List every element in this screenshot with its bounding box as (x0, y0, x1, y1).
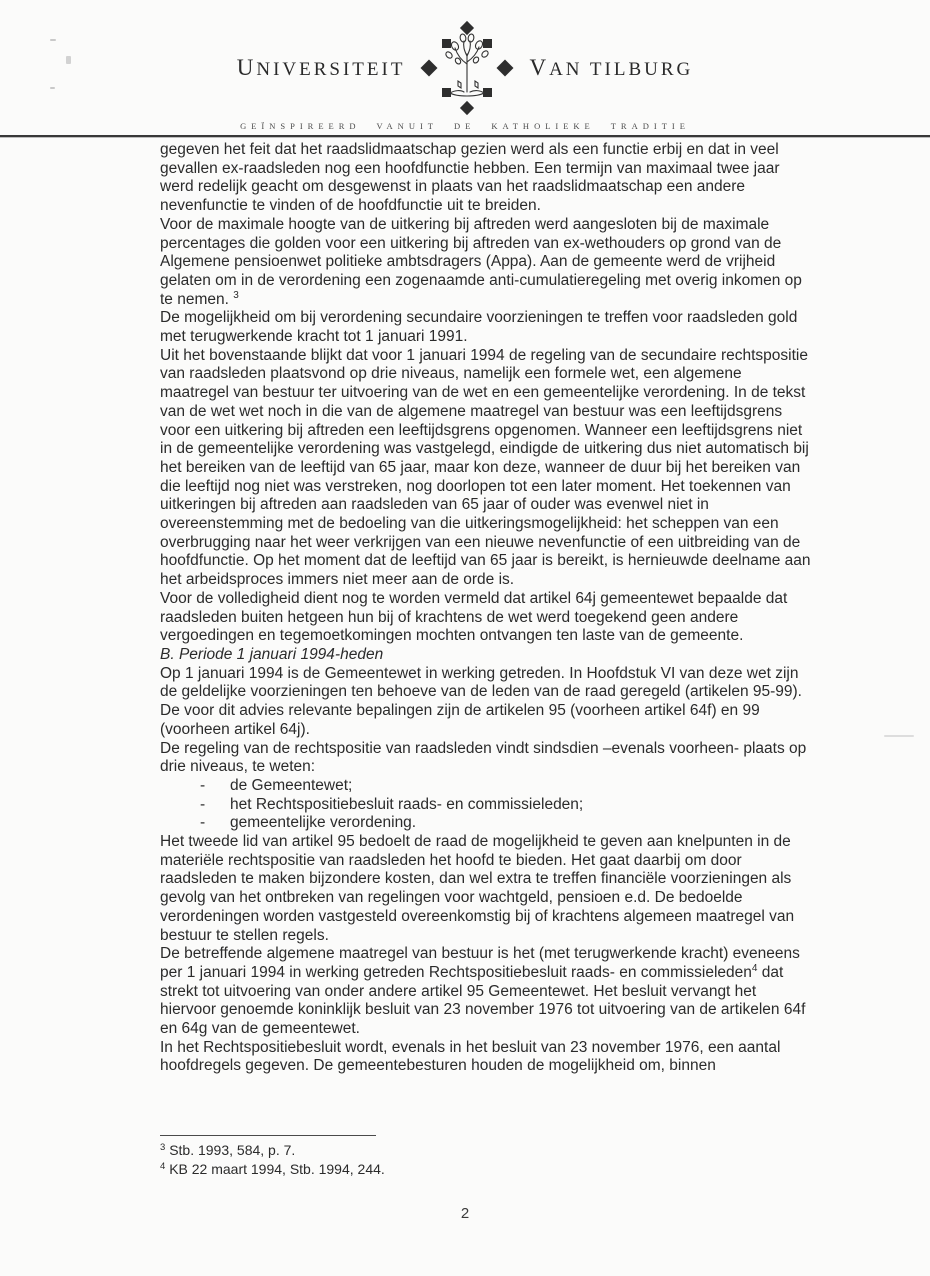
footnote (160, 1160, 812, 1179)
paragraph-text: Voor de maximale hoogte van de uitkering bij aftreden werd aangesloten bij de maximale percentages die golden voor een uitkering bij aftreden van ex-wethouders op grond van de Algemene pensioenwet politieke ambtsdragers (Appa). Aan de gemeente werd de vrijheid gelaten om in de verordening een zogenaamde anti-cumulatieregeling met overig inkomen op te nemen. (160, 215, 802, 308)
paragraph: Op 1 januari 1994 is de Gemeentewet in werking getreden. In Hoofdstuk VI van deze wet zijn de geldelijke voorzieningen ten behoeve van de leden van de raad geregeld (artikelen 95-99). De voor dit advies relevante bepalingen zijn de artikelen 95 (voorheen artikel 64f) en 99 (voorheen artikel 64j). (160, 664, 802, 738)
footnote-reference: 4 (751, 962, 758, 974)
footnote-marker: 4 (160, 1161, 166, 1172)
list-item (160, 814, 812, 833)
footnote-divider (160, 1135, 376, 1136)
paragraph: De regeling van de rechtspositie van raadsleden vindt sindsdien –evenals voorheen- plaats op drie niveaus, te weten: (160, 739, 807, 776)
university-brand-row (0, 18, 930, 118)
list-item-label: de Gemeentewet; (230, 776, 353, 794)
list-item-label: het Rechtspositiebesluit raads- en commissieleden; (230, 795, 584, 813)
university-tagline: GEÏNSPIREERD VANUIT DE KATHOLIEKE TRADITIE (240, 121, 690, 131)
list-item (160, 777, 812, 796)
list-marker: - (200, 776, 206, 794)
paragraph-text: De betreffende algemene maatregel van bestuur is het (met terugwerkende kracht) eveneens per 1 januari 1994 in werking getreden Rechtspositiebesluit raads- en commissieleden (160, 945, 800, 981)
paragraph: Uit het bovenstaande blijkt dat voor 1 januari 1994 de regeling van de secundaire rechtspositie van raadsleden plaatsvond op drie niveaus, namelijk een formele wet, een algemene maatregel van bestuur ter uitvoering van de wet en een gemeentelijke verordening. In de tekst van de wet wet noch in die van de algemene maatregel van bestuur was een leeftijdsgrens voor een uitkering bij aftreden een leeftijdsgrens opgenomen. Wanneer een leeftijdsgrens niet in de gemeentelijke verordening was vastgelegd, eindigde de uitkering dus niet automatisch bij het bereiken van de leeftijd van 65 jaar, maar kon deze, wanneer de duur bij het bereiken van die leeftijd nog niet was verstreken, nog doorlopen tot een later moment. Het toekennen van uitkeringen bij aftreden aan raadsleden van 65 jaar of ouder was evenwel niet in overeenstemming met de bedoeling van die uitkeringsmogelijkheid: het scheppen van een overbrugging naar het weer verkrijgen van een nieuwe nevenfunctie of een uitbreiding van de hoofdfunctie. Op het moment dat de leeftijd van 65 jaar is bereikt, is hernieuwde deelname aan het arbeidsproces immers niet meer aan de orde is. (160, 346, 811, 589)
paragraph: In het Rechtspositiebesluit wordt, evenals in het besluit van 23 november 1976, een aantal hoofdregels gegeven. De gemeentebesturen houden de mogelijkheid om, binnen (160, 1038, 781, 1075)
paragraph (160, 945, 812, 1039)
footnote-marker: 3 (160, 1142, 166, 1153)
paragraph: Voor de volledigheid dient nog te worden vermeld dat artikel 64j gemeentewet bepaalde dat raadsleden buiten hetgeen hun bij of krachtens de wet werd toegekend geen andere vergoedingen en tegemoetkomingen mochten ontvangen ten laste van de gemeente. (160, 589, 788, 645)
paragraph: Het tweede lid van artikel 95 bedoelt de raad de mogelijkheid te geven aan knelpunten in de materiële rechtspositie van raadsleden het hoofd te bieden. Het gaat daarbij om door raadsleden te maken bijzondere kosten, dan wel extra te treffen financiële voorzieningen als gevolg van het ontbreken van regelingen voor wachtgeld, pensioen e.d. De bedoelde verordeningen worden vastgesteld overeenkomstig bij of krachtens algemeen maatregel van bestuur te stellen regels. (160, 833, 795, 944)
scan-artifact (884, 735, 914, 737)
paragraph-text: dat strekt tot uitvoering van onder andere artikel 95 Gemeentewet. Het besluit vervangt het hiervoor genoemde koninklijk besluit van 23 november 1976 tot uitvoering van de artikelen 64f en 64g van de gemeentewet. (160, 963, 806, 1038)
list-marker: - (200, 814, 206, 832)
paragraph (160, 216, 812, 310)
paragraph: De mogelijkheid om bij verordening secundaire voorzieningen te treffen voor raadsleden gold met terugwerkende kracht tot 1 januari 1991. (160, 309, 798, 346)
page-number: 2 (460, 1205, 470, 1222)
footnote-text: Stb. 1993, 584, p. 7. (169, 1142, 296, 1158)
footnote-reference: 3 (233, 289, 239, 301)
document-body (160, 141, 812, 1076)
footnotes (160, 1141, 812, 1179)
header-divider (0, 135, 930, 138)
dash-list (160, 777, 812, 833)
tilburg-university-tree-emblem-icon (419, 20, 515, 116)
section-heading: B. Periode 1 januari 1994-heden (160, 645, 384, 663)
footnote (160, 1141, 812, 1160)
list-item (160, 796, 812, 815)
brand-right-label: VAN TILBURG (529, 55, 694, 80)
list-item-label: gemeentelijke verordening. (230, 814, 417, 832)
paragraph: gegeven het feit dat het raadslidmaatschap gezien werd als een functie erbij en dat in veel gevallen ex-raadsleden nog een hoofdfunctie hebben. Een termijn van maximaal twee jaar werd redelijk geacht om desgewenst in plaats van het raadslidmaatschap een andere nevenfunctie te vinden of de hoofdfunctie uit te breiden. (160, 141, 780, 215)
footnote-text: KB 22 maart 1994, Stb. 1994, 244. (169, 1161, 385, 1177)
list-marker: - (200, 795, 206, 813)
brand-left-label: UNIVERSITEIT (236, 55, 406, 80)
